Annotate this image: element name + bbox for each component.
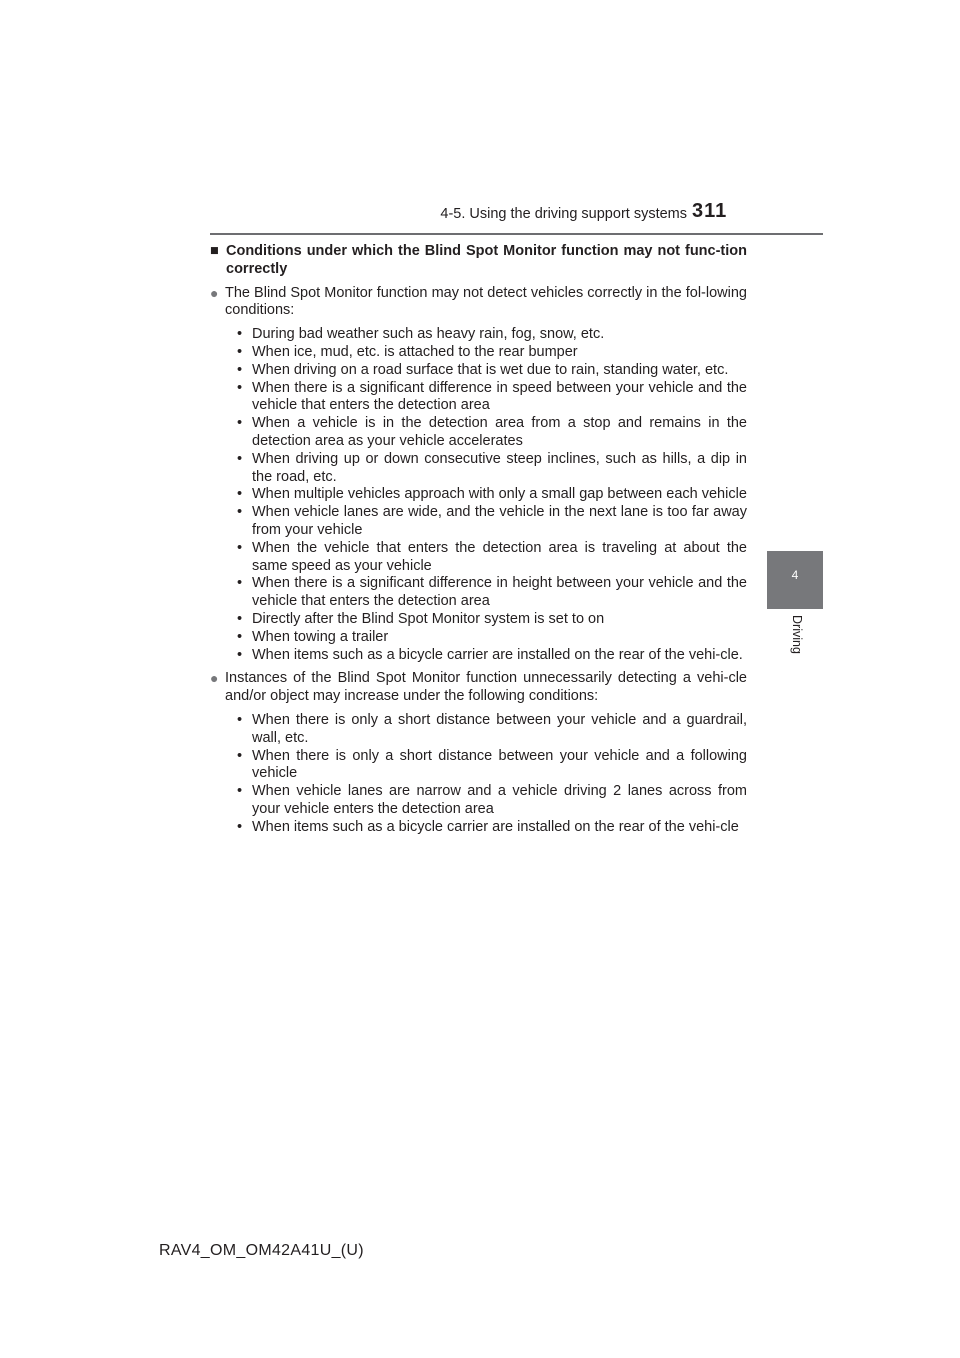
list-item	[237, 344, 747, 362]
small-bullet-icon: •	[237, 783, 243, 800]
document-code: RAV4_OM_OM42A41U_(U)	[159, 1242, 364, 1259]
list-item	[237, 415, 747, 451]
section-title: 4-5. Using the driving support systems	[440, 206, 687, 222]
chapter-tab[interactable]	[767, 551, 823, 609]
list-item	[237, 647, 747, 665]
list-item	[237, 380, 747, 416]
header-divider	[210, 233, 823, 235]
small-bullet-icon: •	[237, 486, 243, 503]
small-bullet-icon: •	[237, 575, 243, 592]
list-item-text: When driving up or down consecutive steep inclines, such as hills, a dip in the road, etc.	[252, 450, 747, 485]
small-bullet-icon: •	[237, 610, 243, 627]
small-bullet-icon: •	[237, 646, 243, 663]
list-item	[237, 486, 747, 504]
page-number: 311	[692, 200, 728, 222]
bullet-sections	[210, 285, 747, 837]
bullet-paragraph	[210, 670, 747, 706]
list-item	[237, 611, 747, 629]
list-item-text: When there is a significant difference in height between your vehicle and the vehicle that enters the detection area	[252, 575, 747, 610]
circle-bullet-icon: ●	[210, 670, 219, 687]
list-item-text: When a vehicle is in the detection area from a stop and remains in the detection area as your vehicle accelerates	[252, 415, 747, 449]
small-bullet-icon: •	[237, 361, 243, 378]
list-item	[237, 629, 747, 647]
small-bullet-icon: •	[237, 628, 243, 645]
list-item-text: When items such as a bicycle carrier are installed on the rear of the vehi-cle.	[252, 646, 743, 663]
small-bullet-icon: •	[237, 343, 243, 360]
small-bullet-icon: •	[237, 504, 243, 521]
list-item	[237, 819, 747, 837]
small-bullet-icon: •	[237, 711, 243, 728]
circle-bullet-icon: ●	[210, 284, 219, 301]
list-item-text: When the vehicle that enters the detection area is traveling at about the same speed as your vehicle	[252, 539, 747, 574]
list-item	[237, 326, 747, 344]
list-item-text: When towing a trailer	[252, 628, 389, 645]
condition-list	[210, 326, 747, 664]
small-bullet-icon: •	[237, 539, 243, 556]
small-bullet-icon: •	[237, 379, 243, 396]
chapter-number: 4	[791, 568, 799, 582]
list-item-text: When items such as a bicycle carrier are installed on the rear of the vehi-cle	[252, 818, 739, 835]
list-item-text: When there is only a short distance between your vehicle and a guardrail, wall, etc.	[252, 711, 747, 746]
list-item	[237, 712, 747, 748]
list-item	[237, 362, 747, 380]
list-item	[237, 504, 747, 540]
list-item-text: When driving on a road surface that is wet due to rain, standing water, etc.	[252, 361, 729, 378]
list-item-text: When ice, mud, etc. is attached to the rear bumper	[252, 343, 578, 360]
list-item-text: During bad weather such as heavy rain, fog, snow, etc.	[252, 326, 605, 343]
bullet-text: The Blind Spot Monitor function may not detect vehicles correctly in the fol-lowing conditions:	[225, 284, 747, 319]
small-bullet-icon: •	[237, 450, 243, 467]
list-item	[237, 748, 747, 784]
square-bullet-icon: ■	[210, 243, 219, 259]
condition-list	[210, 712, 747, 837]
small-bullet-icon: •	[237, 747, 243, 764]
small-bullet-icon: •	[237, 818, 243, 835]
bullet-paragraph	[210, 285, 747, 321]
bullet-text: Instances of the Blind Spot Monitor function unnecessarily detecting a vehi-cle and/or object may increase under the following conditions:	[225, 670, 747, 705]
list-item	[237, 540, 747, 576]
list-item-text: When there is a significant difference in speed between your vehicle and the vehicle that enters the detection area	[252, 379, 747, 414]
page-content	[210, 243, 747, 843]
small-bullet-icon: •	[237, 326, 243, 343]
section-heading-text: Conditions under which the Blind Spot Monitor function may not func-tion correctly	[226, 243, 747, 277]
list-item	[237, 575, 747, 611]
small-bullet-icon: •	[237, 415, 243, 432]
list-item-text: When vehicle lanes are narrow and a vehicle driving 2 lanes across from your vehicle enters the detection area	[252, 783, 747, 817]
list-item	[237, 783, 747, 819]
list-item-text: When multiple vehicles approach with only a small gap between each vehicle	[252, 486, 747, 503]
list-item-text: When vehicle lanes are wide, and the vehicle in the next lane is too far away from your vehicle	[252, 504, 747, 538]
section-heading	[210, 243, 747, 279]
list-item-text: When there is only a short distance between your vehicle and a following vehicle	[252, 747, 747, 782]
list-item	[237, 451, 747, 487]
chapter-label: Driving	[790, 615, 804, 654]
list-item-text: Directly after the Blind Spot Monitor system is set to on	[252, 610, 605, 627]
